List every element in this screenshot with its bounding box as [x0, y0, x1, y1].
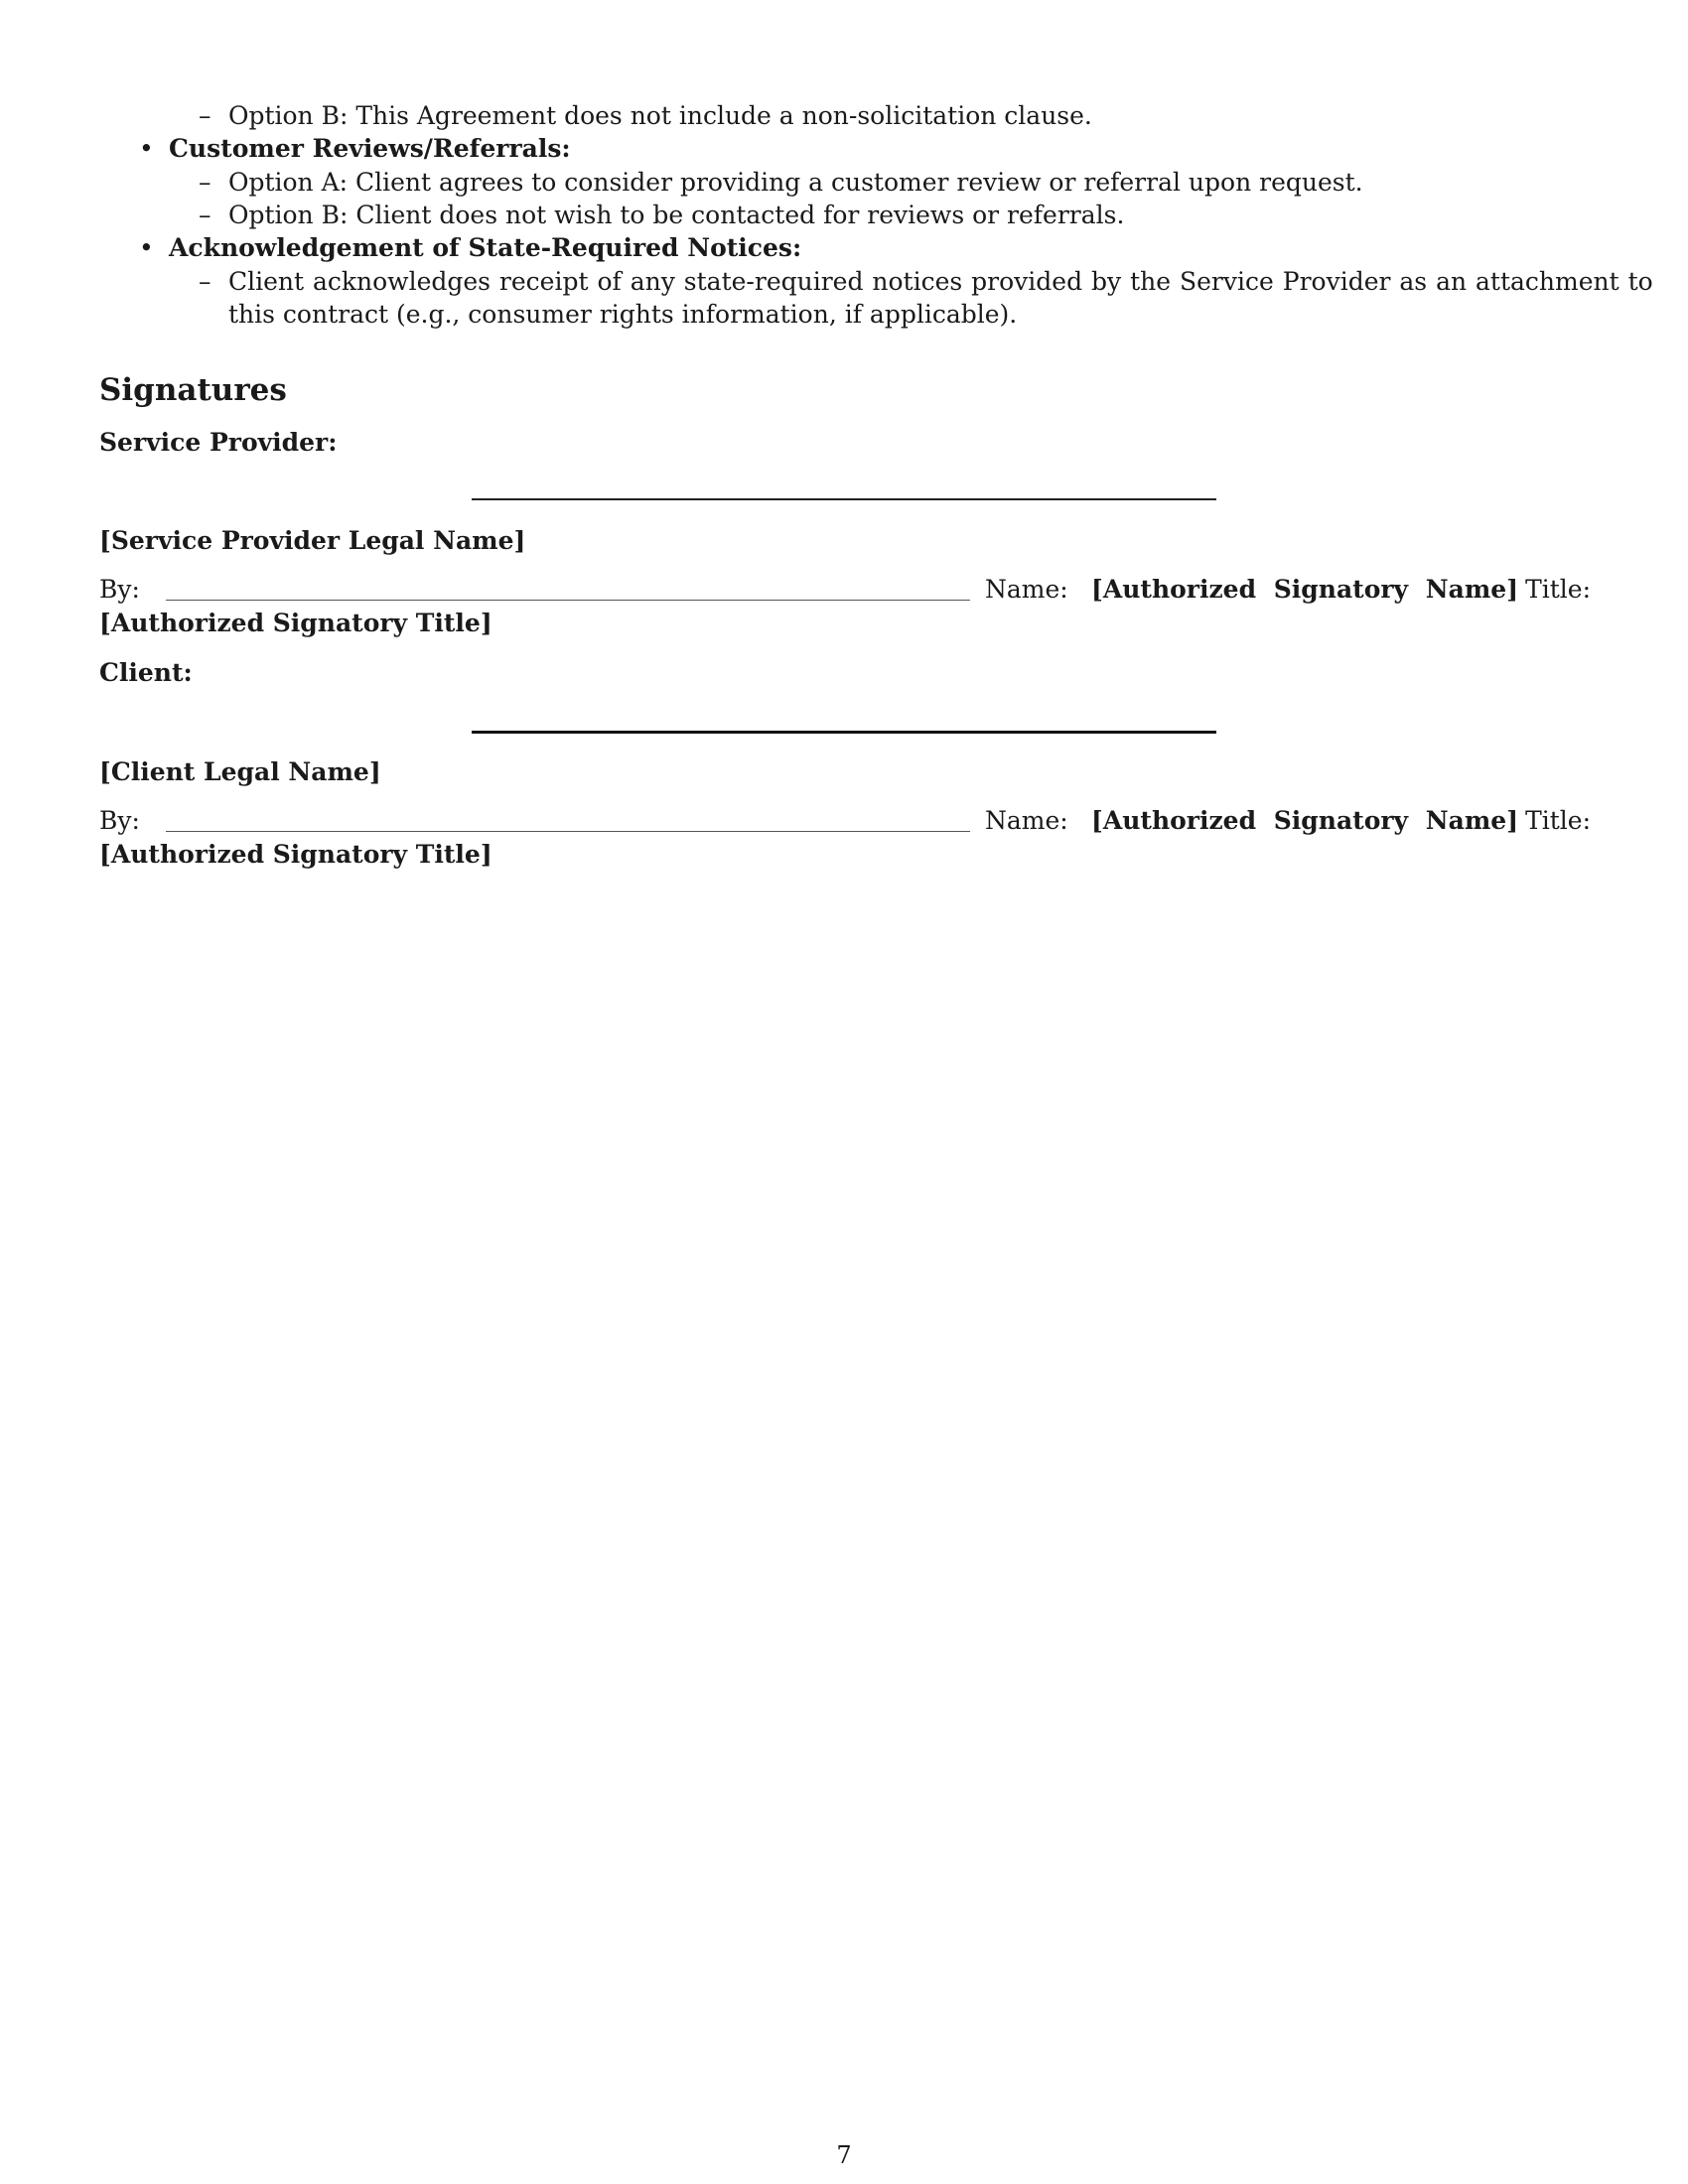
- provider-signature-line: [472, 498, 1216, 500]
- signatory-name: [Authorized Signatory Name]: [1091, 806, 1519, 835]
- dash-marker: –: [199, 168, 211, 197]
- list-suboption: [199, 266, 1653, 298]
- provider-legal-name: [Service Provider Legal Name]: [99, 526, 526, 555]
- list-suboption: [199, 167, 1363, 199]
- signatory-title: [Authorized Signatory Title]: [99, 840, 492, 869]
- name-label: Name:: [985, 575, 1068, 604]
- by-signature-line: [166, 831, 970, 832]
- suboption-text: Option A: Client agrees to consider providing a customer review or referral upon request.: [227, 168, 1363, 197]
- list-suboption: [199, 100, 1092, 132]
- list-item-label: Customer Reviews/Referrals:: [169, 134, 571, 163]
- client-label: Client:: [99, 658, 193, 687]
- title-label: Title:: [1525, 806, 1591, 835]
- name-label: Name:: [985, 806, 1068, 835]
- provider-label: Service Provider:: [99, 428, 338, 457]
- signatory-name: [Authorized Signatory Name]: [1091, 575, 1519, 604]
- dash-marker: –: [199, 101, 211, 130]
- provider-signatory-row: [99, 574, 1591, 606]
- by-label: By:: [99, 806, 140, 835]
- list-suboption: [199, 200, 1124, 231]
- title-label: Title:: [1525, 575, 1591, 604]
- client-legal-name: [Client Legal Name]: [99, 757, 381, 786]
- client-signatory-row: [99, 805, 1591, 837]
- suboption-text: Client acknowledges receipt of any state-required notices provided by the Service Provider as an attachment to: [227, 267, 1653, 296]
- by-signature-line: [166, 600, 970, 601]
- dash-marker: –: [199, 267, 211, 296]
- client-signature-line: [472, 731, 1216, 734]
- suboption-text-continued: this contract (e.g., consumer rights information, if applicable).: [228, 300, 1018, 329]
- suboption-text: Option B: Client does not wish to be contacted for reviews or referrals.: [227, 201, 1125, 229]
- dash-marker: –: [199, 201, 211, 229]
- signatory-title: [Authorized Signatory Title]: [99, 609, 492, 637]
- section-heading: Signatures: [99, 372, 287, 408]
- suboption-text: Option B: This Agreement does not include a non-solicitation clause.: [227, 101, 1092, 130]
- bullet-icon: •: [139, 134, 154, 163]
- by-label: By:: [99, 575, 140, 604]
- bullet-icon: •: [139, 233, 154, 262]
- page-number: 7: [836, 2141, 852, 2169]
- list-item-label: Acknowledgement of State-Required Notices:: [169, 233, 802, 262]
